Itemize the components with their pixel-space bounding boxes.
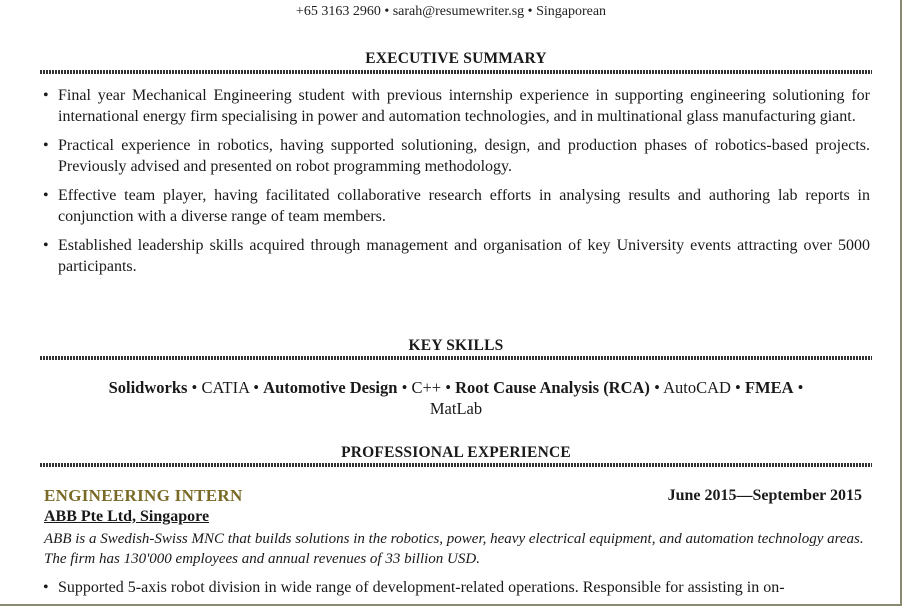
skill-separator: • [187, 378, 202, 397]
skill-separator: • [397, 378, 412, 397]
section-divider [40, 463, 872, 467]
summary-item: • Effective team player, having facilitated collaborative research efforts in analysing results and authoring lab reports in conjunction with a diverse range of team members. [40, 186, 870, 227]
job-bullet-list [40, 578, 870, 608]
skill-item: AutoCAD [663, 378, 731, 397]
job-dates: June 2015—September 2015 [667, 487, 862, 504]
section-divider [40, 356, 872, 360]
section-divider [40, 70, 872, 74]
executive-summary-heading: EXECUTIVE SUMMARY [365, 50, 547, 67]
job-title: ENGINEERING INTERN [44, 486, 243, 505]
summary-list [40, 86, 870, 286]
skill-separator: • [730, 378, 745, 397]
skill-separator: • [441, 378, 456, 397]
skill-item: C++ [411, 378, 442, 397]
skill-separator: • [793, 378, 804, 397]
company-description: ABB is a Swedish-Swiss MNC that builds solutions in the robotics, power, heavy electrical equipment, and automation technology areas. The firm has 130'000 employees and annual revenues of 33 billion USD. [44, 531, 864, 567]
skill-item: MatLab [429, 399, 483, 418]
skill-separator: • [649, 378, 664, 397]
summary-item: • Final year Mechanical Engineering student with previous internship experience in supporting engineering solutioning for international energy firm specialising in power and automation technologies, and in multinational glass manufacturing giant. [40, 86, 870, 127]
contact-line: +65 3163 2960 • sarah@resumewriter.sg • Singaporean [295, 4, 607, 19]
job-bullet: • Supported 5-axis robot division in wide range of development-related operations. Responsible for assisting in on- [40, 578, 870, 599]
company-name: ABB Pte Ltd, Singapore [44, 508, 210, 525]
skills-list [40, 377, 872, 419]
skill-item: FMEA [744, 378, 794, 397]
skill-separator: • [249, 378, 264, 397]
key-skills-heading: KEY SKILLS [408, 337, 504, 354]
skill-item: Root Cause Analysis (RCA) [455, 378, 650, 397]
experience-heading: PROFESSIONAL EXPERIENCE [341, 444, 571, 461]
skill-item: Automotive Design [263, 378, 398, 397]
skill-item: CATIA [201, 378, 250, 397]
summary-item: • Practical experience in robotics, having supported solutioning, design, and production phases of robotics-based projects. Previously advised and presented on robot programming methodology. [40, 136, 870, 177]
summary-item: • Established leadership skills acquired through management and organisation of key University events attracting over 5000 participants. [40, 236, 870, 277]
skill-item: Solidworks [108, 378, 188, 397]
